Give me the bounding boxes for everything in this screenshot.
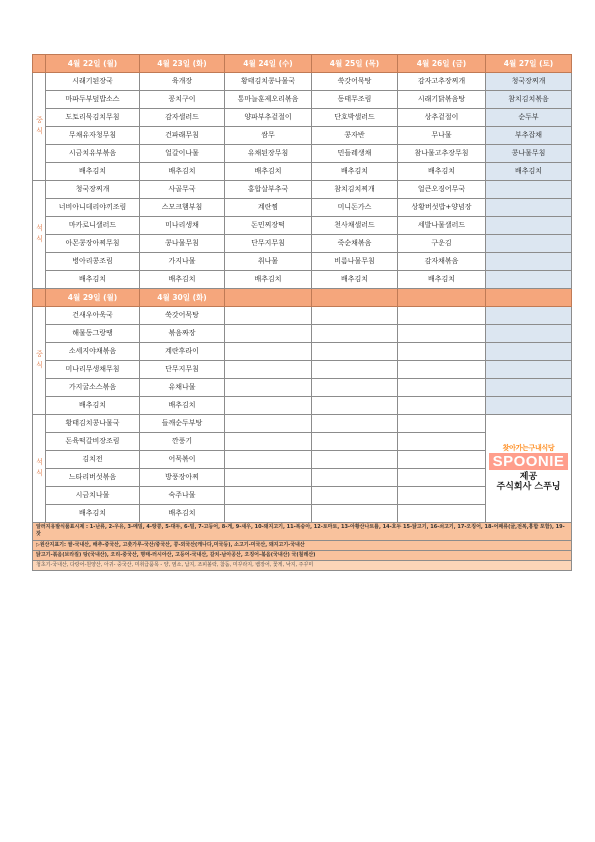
menu-item: 단무지무침 [225,235,312,253]
empty-cell [398,415,486,433]
dinner-row [33,253,572,271]
menu-item: 콩나물무침 [486,145,572,163]
lunch-row [33,127,572,145]
lunch-row [33,91,572,109]
menu-item: 배추김치 [140,163,225,181]
origin-note-2: 닭고기-볶음(브라질) 탕(국내산), 오리-중국산, 명태-러시아산, 고등어-국내산, 갈치-남아공산, 오징어-볶음(국내산) 국(칠레산) [33,550,572,560]
empty-cell [225,325,312,343]
menu-item: 죽순채볶음 [312,235,398,253]
menu-item: 김치전 [46,451,140,469]
menu-item: 유채된장무침 [225,145,312,163]
menu-item: 시래기된장국 [46,73,140,91]
empty-cell [225,469,312,487]
day-header [312,289,398,307]
empty-cell [398,325,486,343]
menu-item: 건새우아욱국 [46,307,140,325]
empty-cell [486,343,572,361]
menu-item: 비름나물무침 [312,253,398,271]
empty-cell [312,451,398,469]
empty-cell [398,433,486,451]
menu-item: 깐풍기 [140,433,225,451]
empty-cell [225,487,312,505]
day-header: 4월 23일 (화) [140,55,225,73]
menu-item: 스모크햄부침 [140,199,225,217]
menu-item: 계란후라이 [140,343,225,361]
menu-item: 아몬콩장아찌무침 [46,235,140,253]
menu-item: 콩자반 [312,127,398,145]
menu-item: 배추김치 [486,163,572,181]
lunch-row [33,145,572,163]
meal-plan-table [32,54,572,571]
empty-cell [398,397,486,415]
menu-item: 청국장찌개 [46,181,140,199]
empty-cell [486,253,572,271]
menu-item: 계란찜 [225,199,312,217]
day-header: 4월 25일 (목) [312,55,398,73]
corner-cell [33,289,46,307]
menu-item: 건파래무침 [140,127,225,145]
menu-item: 배추김치 [140,397,225,415]
menu-item: 배추김치 [312,163,398,181]
menu-item: 상추겉절이 [398,109,486,127]
empty-cell [486,379,572,397]
lunch-label: 중식 [33,73,46,181]
menu-item: 꽁치구이 [140,91,225,109]
empty-cell [486,217,572,235]
menu-item: 들깨순두부탕 [140,415,225,433]
menu-item: 양파부추겉절이 [225,109,312,127]
menu-item: 돈육떡갈비장조림 [46,433,140,451]
menu-item: 시래기닭볶음탕 [398,91,486,109]
menu-item: 청국장찌개 [486,73,572,91]
menu-item: 느타리버섯볶음 [46,469,140,487]
menu-item: 부추잡채 [486,127,572,145]
empty-cell [225,415,312,433]
dinner-row [33,415,572,433]
day-header: 4월 30일 (화) [140,289,225,307]
empty-cell [312,379,398,397]
menu-item: 단무지무침 [140,361,225,379]
empty-cell [486,181,572,199]
provider-label: 제공 [519,472,538,482]
empty-cell [398,343,486,361]
menu-item: 황태김치콩나물국 [46,415,140,433]
lunch-label: 중식 [33,307,46,415]
menu-item: 콩나물무침 [140,235,225,253]
lunch-row [33,307,572,325]
lunch-row [33,109,572,127]
day-header [486,289,572,307]
menu-item: 배추김치 [225,163,312,181]
empty-cell [398,469,486,487]
menu-item: 병아리콩조림 [46,253,140,271]
menu-item: 방풍장아찌 [140,469,225,487]
day-header: 4월 24일 (수) [225,55,312,73]
menu-item: 세발나물샐러드 [398,217,486,235]
menu-item: 무나물 [398,127,486,145]
empty-cell [486,361,572,379]
menu-item: 도토리묵김치무침 [46,109,140,127]
menu-item: 어묵볶이 [140,451,225,469]
empty-cell [312,325,398,343]
menu-item: 취나물 [225,253,312,271]
menu-item: 배추김치 [225,271,312,289]
empty-cell [225,307,312,325]
menu-item: 가지굴소스볶음 [46,379,140,397]
menu-item: 너비아니데리야끼조림 [46,199,140,217]
empty-cell [398,379,486,397]
empty-cell [486,397,572,415]
menu-item: 돈민찌장떡 [225,217,312,235]
empty-cell [312,505,398,523]
empty-cell [225,361,312,379]
menu-item: 배추김치 [398,271,486,289]
menu-item: 동태무조림 [312,91,398,109]
menu-item: 배추김치 [46,397,140,415]
empty-cell [312,415,398,433]
empty-cell [312,487,398,505]
menu-item: 배추김치 [140,271,225,289]
menu-item: 민들레생채 [312,145,398,163]
dinner-row [33,181,572,199]
empty-cell [312,469,398,487]
menu-item: 쑥갓어묵탕 [140,307,225,325]
empty-cell [225,379,312,397]
empty-cell [486,199,572,217]
menu-item: 감자채볶음 [398,253,486,271]
empty-cell [312,361,398,379]
menu-item: 가지나물 [140,253,225,271]
menu-item: 사골무국 [140,181,225,199]
empty-cell [398,505,486,523]
day-header [225,289,312,307]
empty-cell [398,487,486,505]
menu-item: 상황버섯밥+양념장 [398,199,486,217]
origin-note-1: ▷원산지표기: 쌀-국내산, 배추-중국산, 고춧가루-국산/중국산, 콩-외국산(캐나다,미국등), 소고기-미국산, 돼지고기-국내산 [33,540,572,550]
empty-cell [312,397,398,415]
menu-item: 참치김치볶음 [486,91,572,109]
lunch-row [33,325,572,343]
menu-item: 마파두부덮밥소스 [46,91,140,109]
empty-cell [398,361,486,379]
empty-cell [486,235,572,253]
menu-item: 천사채샐러드 [312,217,398,235]
day-header: 4월 27일 (토) [486,55,572,73]
empty-cell [225,505,312,523]
menu-item: 배추김치 [398,163,486,181]
menu-item: 미나리무생채무침 [46,361,140,379]
empty-cell [312,307,398,325]
day-header: 4월 29일 (월) [46,289,140,307]
menu-item: 무채유자청무침 [46,127,140,145]
empty-cell [398,451,486,469]
menu-item: 쑥갓어묵탕 [312,73,398,91]
menu-item: 참치김치찌개 [312,181,398,199]
menu-item: 얼큰오징어무국 [398,181,486,199]
provider-logo [486,415,572,523]
lunch-row [33,163,572,181]
menu-item: 육개장 [140,73,225,91]
lunch-row [33,73,572,91]
menu-item: 감자고추장찌개 [398,73,486,91]
day-header [398,289,486,307]
menu-item: 배추김치 [140,505,225,523]
empty-cell [225,451,312,469]
provider-company: 주식회사 스푸닝 [496,482,561,492]
menu-item: 배추김치 [46,271,140,289]
menu-item: 통마늘훈제오리볶음 [225,91,312,109]
day-header: 4월 26일 (금) [398,55,486,73]
dinner-row [33,235,572,253]
empty-cell [486,271,572,289]
empty-cell [312,343,398,361]
menu-item: 마카로니샐러드 [46,217,140,235]
menu-item: 쌈무 [225,127,312,145]
menu-item: 홍합살부추국 [225,181,312,199]
menu-item: 숙주나물 [140,487,225,505]
provider-tagline: 찾아가는구내식당 [502,444,555,452]
menu-item: 소세지야채볶음 [46,343,140,361]
dinner-row [33,199,572,217]
empty-cell [486,325,572,343]
dinner-label: 석식 [33,181,46,289]
menu-item: 배추김치 [46,505,140,523]
menu-item: 시금치나물 [46,487,140,505]
provider-brand: SPOONIE [489,453,569,470]
menu-item: 단호박샐러드 [312,109,398,127]
empty-cell [398,307,486,325]
menu-item: 황태김치콩나물국 [225,73,312,91]
menu-item: 시금치유부볶음 [46,145,140,163]
menu-item: 미니돈가스 [312,199,398,217]
empty-cell [312,433,398,451]
lunch-row [33,397,572,415]
menu-item: 미나리생채 [140,217,225,235]
empty-cell [225,397,312,415]
empty-cell [486,307,572,325]
empty-cell [225,433,312,451]
lunch-row [33,343,572,361]
menu-item: 볶음짜장 [140,325,225,343]
corner-cell [33,55,46,73]
allergy-note: 알러지유발식품표시제 : 1-난류, 2-우유, 3-메밀, 4-땅콩, 5-대두, 6-밀, 7-고등어, 8-게, 9-새우, 10-돼지고기, 11-복숭아, 12-토마토, 13-아황산나트륨, 14-호두 15-닭고기, 16-쇠고기, 17-오징어, 18-어패류(굴,전복,홍합 포함), 19-잣 [33,523,572,541]
menu-item: 순두부 [486,109,572,127]
dinner-row [33,271,572,289]
dinner-label: 석식 [33,415,46,523]
menu-item: 유채나물 [140,379,225,397]
menu-item: 배추김치 [312,271,398,289]
menu-item: 감자샐러드 [140,109,225,127]
menu-item: 해물동그랑땡 [46,325,140,343]
menu-item: 참나물고추장무침 [398,145,486,163]
lunch-row [33,361,572,379]
menu-item: 구운김 [398,235,486,253]
menu-item: 배추김치 [46,163,140,181]
dinner-row [33,217,572,235]
origin-note-3: 청초기-국내산, 다랑어-원양산, 아귀- 중국산, 미취급품목 - 양, 염소, 납지, 조피볼락, 참돔, 미꾸라지, 뱀장어, 꽃게, 낙지, 주꾸미 [33,561,572,571]
lunch-row [33,379,572,397]
menu-item: 얼갈이나물 [140,145,225,163]
day-header: 4월 22일 (월) [46,55,140,73]
empty-cell [225,343,312,361]
